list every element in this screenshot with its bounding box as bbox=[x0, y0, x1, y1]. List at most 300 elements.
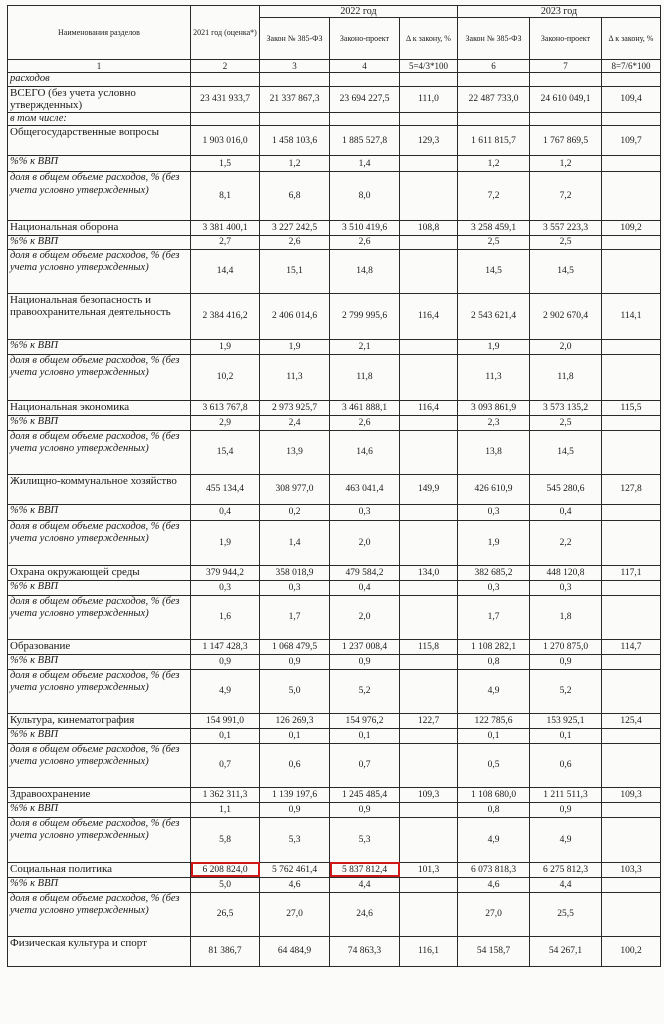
value-cell: 115,8 bbox=[400, 639, 458, 654]
value-cell: 109,4 bbox=[602, 86, 661, 112]
value-cell: 0,1 bbox=[191, 728, 260, 743]
value-cell: 1,9 bbox=[260, 339, 330, 354]
value-cell: 2,0 bbox=[530, 339, 602, 354]
value-cell bbox=[400, 339, 458, 354]
value-cell: 109,3 bbox=[400, 787, 458, 802]
value-cell: 2,0 bbox=[330, 520, 400, 565]
value-cell: 14,4 bbox=[191, 249, 260, 293]
value-cell: 115,5 bbox=[602, 400, 661, 415]
value-cell: 0,9 bbox=[330, 802, 400, 817]
value-cell: 122 785,6 bbox=[458, 713, 530, 728]
value-cell: 1 108 680,0 bbox=[458, 787, 530, 802]
value-cell: 23 694 227,5 bbox=[330, 86, 400, 112]
table-row bbox=[8, 415, 661, 430]
table-row bbox=[8, 112, 661, 126]
row-label: Культура, кинематография bbox=[8, 713, 191, 728]
value-cell: 11,8 bbox=[330, 354, 400, 400]
value-cell bbox=[458, 73, 530, 87]
row-label: %% к ВВП bbox=[8, 504, 191, 520]
value-cell bbox=[602, 430, 661, 474]
value-cell: 127,8 bbox=[602, 474, 661, 504]
value-cell: 11,8 bbox=[530, 354, 602, 400]
value-cell: 0,9 bbox=[330, 654, 400, 669]
row-label: Общегосударственные вопросы bbox=[8, 126, 191, 156]
value-cell: 103,3 bbox=[602, 862, 661, 877]
value-cell: 3 381 400,1 bbox=[191, 221, 260, 236]
value-cell: 2,7 bbox=[191, 236, 260, 250]
value-cell: 0,7 bbox=[191, 743, 260, 787]
value-cell: 3 510 419,6 bbox=[330, 221, 400, 236]
value-cell bbox=[602, 172, 661, 221]
row-label: в том числе: bbox=[8, 112, 191, 126]
value-cell: 0,3 bbox=[191, 580, 260, 595]
table-row bbox=[8, 354, 661, 400]
value-cell: 1 068 479,5 bbox=[260, 639, 330, 654]
value-cell: 1,2 bbox=[458, 156, 530, 172]
table-row bbox=[8, 669, 661, 713]
value-cell: 3 613 767,8 bbox=[191, 400, 260, 415]
value-cell: 11,3 bbox=[260, 354, 330, 400]
value-cell bbox=[602, 249, 661, 293]
value-cell: 0,3 bbox=[530, 580, 602, 595]
value-cell: 0,4 bbox=[191, 504, 260, 520]
row-label: доля в общем объеме расходов, % (без учета условно утвержденных) bbox=[8, 430, 191, 474]
value-cell: 1,7 bbox=[260, 595, 330, 639]
value-cell: 108,8 bbox=[400, 221, 458, 236]
value-cell bbox=[400, 156, 458, 172]
index-row bbox=[8, 60, 661, 73]
value-cell: 2 384 416,2 bbox=[191, 293, 260, 339]
value-cell bbox=[400, 817, 458, 862]
value-cell bbox=[400, 728, 458, 743]
value-cell: 0,3 bbox=[330, 504, 400, 520]
row-label: %% к ВВП bbox=[8, 877, 191, 892]
table-row bbox=[8, 802, 661, 817]
table-row bbox=[8, 639, 661, 654]
index-cell: 7 bbox=[530, 60, 602, 73]
value-cell: 2,5 bbox=[458, 236, 530, 250]
value-cell: 0,4 bbox=[530, 504, 602, 520]
value-cell: 1,1 bbox=[191, 802, 260, 817]
value-cell: 6 275 812,3 bbox=[530, 862, 602, 877]
row-label: доля в общем объеме расходов, % (без учета условно утвержденных) bbox=[8, 520, 191, 565]
value-cell: 74 863,3 bbox=[330, 936, 400, 966]
row-label: Физическая культура и спорт bbox=[8, 936, 191, 966]
value-cell: 111,0 bbox=[400, 86, 458, 112]
value-cell: 125,4 bbox=[602, 713, 661, 728]
value-cell: 382 685,2 bbox=[458, 565, 530, 580]
value-cell bbox=[400, 236, 458, 250]
value-cell: 11,3 bbox=[458, 354, 530, 400]
row-label: %% к ВВП bbox=[8, 156, 191, 172]
row-label: %% к ВВП bbox=[8, 236, 191, 250]
value-cell: 3 461 888,1 bbox=[330, 400, 400, 415]
value-cell: 1,6 bbox=[191, 595, 260, 639]
value-cell: 116,4 bbox=[400, 293, 458, 339]
value-cell: 1 611 815,7 bbox=[458, 126, 530, 156]
value-cell: 0,8 bbox=[458, 654, 530, 669]
table-row bbox=[8, 249, 661, 293]
value-cell bbox=[602, 654, 661, 669]
value-cell: 0,1 bbox=[330, 728, 400, 743]
row-label: Охрана окружающей среды bbox=[8, 565, 191, 580]
row-label: доля в общем объеме расходов, % (без учета условно утвержденных) bbox=[8, 595, 191, 639]
value-cell: 5,2 bbox=[330, 669, 400, 713]
value-cell bbox=[400, 520, 458, 565]
value-cell bbox=[530, 112, 602, 126]
value-cell bbox=[400, 73, 458, 87]
row-label: доля в общем объеме расходов, % (без учета условно утвержденных) bbox=[8, 249, 191, 293]
value-cell: 1 903 016,0 bbox=[191, 126, 260, 156]
value-cell: 1 767 869,5 bbox=[530, 126, 602, 156]
index-cell: 2 bbox=[191, 60, 260, 73]
value-cell bbox=[260, 73, 330, 87]
row-label: %% к ВВП bbox=[8, 654, 191, 669]
value-cell: 114,1 bbox=[602, 293, 661, 339]
value-cell: 1 885 527,8 bbox=[330, 126, 400, 156]
value-cell: 0,9 bbox=[260, 654, 330, 669]
table-row bbox=[8, 743, 661, 787]
value-cell: 4,9 bbox=[458, 669, 530, 713]
value-cell: 308 977,0 bbox=[260, 474, 330, 504]
value-cell: 101,3 bbox=[400, 862, 458, 877]
table-row bbox=[8, 221, 661, 236]
value-cell: 0,1 bbox=[530, 728, 602, 743]
value-cell: 1,9 bbox=[458, 339, 530, 354]
table-row bbox=[8, 474, 661, 504]
value-cell: 0,1 bbox=[260, 728, 330, 743]
value-cell: 109,3 bbox=[602, 787, 661, 802]
value-cell: 2,6 bbox=[330, 236, 400, 250]
value-cell bbox=[400, 415, 458, 430]
value-cell: 2,0 bbox=[330, 595, 400, 639]
value-cell: 23 431 933,7 bbox=[191, 86, 260, 112]
value-cell: 5,3 bbox=[330, 817, 400, 862]
value-cell: 0,8 bbox=[458, 802, 530, 817]
value-cell: 2,4 bbox=[260, 415, 330, 430]
value-cell bbox=[191, 112, 260, 126]
value-cell: 4,9 bbox=[530, 817, 602, 862]
value-cell bbox=[602, 817, 661, 862]
row-label: Национальная безопасность и правоохранительная деятельность bbox=[8, 293, 191, 339]
row-label: Национальная оборона bbox=[8, 221, 191, 236]
value-cell bbox=[602, 728, 661, 743]
value-cell: 24,6 bbox=[330, 892, 400, 936]
value-cell: 1,4 bbox=[330, 156, 400, 172]
value-cell: 116,4 bbox=[400, 400, 458, 415]
value-cell: 1 245 485,4 bbox=[330, 787, 400, 802]
value-cell: 0,3 bbox=[458, 504, 530, 520]
value-cell bbox=[400, 595, 458, 639]
value-cell: 27,0 bbox=[458, 892, 530, 936]
value-cell: 5 762 461,4 bbox=[260, 862, 330, 877]
header-delta-2022: Δ к закону, % bbox=[400, 18, 458, 60]
value-cell: 0,3 bbox=[260, 580, 330, 595]
value-cell: 100,2 bbox=[602, 936, 661, 966]
row-label: %% к ВВП bbox=[8, 415, 191, 430]
value-cell: 149,9 bbox=[400, 474, 458, 504]
value-cell: 2,5 bbox=[530, 415, 602, 430]
value-cell: 2,9 bbox=[191, 415, 260, 430]
table-row bbox=[8, 73, 661, 87]
table-row bbox=[8, 580, 661, 595]
value-cell bbox=[602, 156, 661, 172]
value-cell: 1,9 bbox=[458, 520, 530, 565]
value-cell: 0,1 bbox=[458, 728, 530, 743]
value-cell bbox=[400, 112, 458, 126]
index-cell: 4 bbox=[330, 60, 400, 73]
value-cell: 4,4 bbox=[330, 877, 400, 892]
value-cell: 4,9 bbox=[191, 669, 260, 713]
value-cell: 1 139 197,6 bbox=[260, 787, 330, 802]
row-label: Социальная политика bbox=[8, 862, 191, 877]
index-cell: 1 bbox=[8, 60, 191, 73]
value-cell: 1,5 bbox=[191, 156, 260, 172]
table-row bbox=[8, 86, 661, 112]
value-cell bbox=[602, 580, 661, 595]
value-cell bbox=[400, 802, 458, 817]
header-law-2022: Закон № 385-ФЗ bbox=[260, 18, 330, 60]
value-cell: 0,9 bbox=[260, 802, 330, 817]
highlighted-value-cell: 5 837 812,4 bbox=[330, 862, 400, 877]
value-cell: 2 406 014,6 bbox=[260, 293, 330, 339]
table-row bbox=[8, 339, 661, 354]
value-cell: 0,6 bbox=[260, 743, 330, 787]
value-cell: 2 799 995,6 bbox=[330, 293, 400, 339]
table-row bbox=[8, 862, 661, 877]
row-label: доля в общем объеме расходов, % (без учета условно утвержденных) bbox=[8, 172, 191, 221]
value-cell bbox=[602, 112, 661, 126]
table-row bbox=[8, 400, 661, 415]
value-cell: 134,0 bbox=[400, 565, 458, 580]
value-cell bbox=[400, 354, 458, 400]
value-cell bbox=[602, 339, 661, 354]
table-row bbox=[8, 787, 661, 802]
value-cell: 14,5 bbox=[530, 249, 602, 293]
header-law-2023: Закон № 385-ФЗ bbox=[458, 18, 530, 60]
value-cell: 1,7 bbox=[458, 595, 530, 639]
table-row bbox=[8, 817, 661, 862]
row-label: доля в общем объеме расходов, % (без учета условно утвержденных) bbox=[8, 669, 191, 713]
value-cell: 5,0 bbox=[260, 669, 330, 713]
value-cell bbox=[602, 354, 661, 400]
table-row bbox=[8, 172, 661, 221]
value-cell bbox=[400, 743, 458, 787]
value-cell: 5,0 bbox=[191, 877, 260, 892]
row-label: %% к ВВП bbox=[8, 580, 191, 595]
value-cell: 1 108 282,1 bbox=[458, 639, 530, 654]
value-cell: 2,6 bbox=[330, 415, 400, 430]
value-cell: 15,1 bbox=[260, 249, 330, 293]
row-label: %% к ВВП bbox=[8, 339, 191, 354]
value-cell bbox=[458, 112, 530, 126]
value-cell: 10,2 bbox=[191, 354, 260, 400]
table-row bbox=[8, 430, 661, 474]
value-cell: 129,3 bbox=[400, 126, 458, 156]
header-year-2023: 2023 год bbox=[458, 6, 661, 18]
value-cell bbox=[400, 430, 458, 474]
value-cell: 0,9 bbox=[191, 654, 260, 669]
value-cell: 5,8 bbox=[191, 817, 260, 862]
table-row bbox=[8, 520, 661, 565]
value-cell bbox=[330, 73, 400, 87]
value-cell: 1 237 008,4 bbox=[330, 639, 400, 654]
value-cell: 0,9 bbox=[530, 654, 602, 669]
index-cell: 3 bbox=[260, 60, 330, 73]
value-cell: 0,6 bbox=[530, 743, 602, 787]
value-cell: 154 991,0 bbox=[191, 713, 260, 728]
header-col-2021: 2021 год (оценка*) bbox=[191, 6, 260, 60]
header-project-2022: Законо-проект bbox=[330, 18, 400, 60]
value-cell bbox=[400, 877, 458, 892]
value-cell bbox=[602, 877, 661, 892]
table-row bbox=[8, 728, 661, 743]
value-cell: 0,9 bbox=[530, 802, 602, 817]
value-cell: 117,1 bbox=[602, 565, 661, 580]
value-cell: 1,4 bbox=[260, 520, 330, 565]
value-cell: 54 158,7 bbox=[458, 936, 530, 966]
value-cell bbox=[602, 743, 661, 787]
value-cell: 13,8 bbox=[458, 430, 530, 474]
value-cell: 5,3 bbox=[260, 817, 330, 862]
value-cell bbox=[260, 112, 330, 126]
value-cell: 126 269,3 bbox=[260, 713, 330, 728]
value-cell bbox=[400, 892, 458, 936]
value-cell: 14,5 bbox=[530, 430, 602, 474]
table-row bbox=[8, 595, 661, 639]
header-year-2022: 2022 год bbox=[260, 6, 458, 18]
value-cell: 4,6 bbox=[260, 877, 330, 892]
value-cell: 455 134,4 bbox=[191, 474, 260, 504]
value-cell: 14,5 bbox=[458, 249, 530, 293]
value-cell bbox=[602, 892, 661, 936]
value-cell: 1,8 bbox=[530, 595, 602, 639]
value-cell: 2 543 621,4 bbox=[458, 293, 530, 339]
value-cell: 15,4 bbox=[191, 430, 260, 474]
value-cell: 1,9 bbox=[191, 339, 260, 354]
value-cell bbox=[400, 172, 458, 221]
row-label: Здравоохранение bbox=[8, 787, 191, 802]
value-cell: 4,9 bbox=[458, 817, 530, 862]
row-label: Национальная экономика bbox=[8, 400, 191, 415]
table-row bbox=[8, 892, 661, 936]
value-cell: 358 018,9 bbox=[260, 565, 330, 580]
row-label: расходов bbox=[8, 73, 191, 87]
value-cell: 1 147 428,3 bbox=[191, 639, 260, 654]
value-cell: 1 458 103,6 bbox=[260, 126, 330, 156]
value-cell bbox=[602, 669, 661, 713]
value-cell: 8,1 bbox=[191, 172, 260, 221]
value-cell: 2,6 bbox=[260, 236, 330, 250]
value-cell: 3 258 459,1 bbox=[458, 221, 530, 236]
value-cell: 0,2 bbox=[260, 504, 330, 520]
value-cell bbox=[330, 112, 400, 126]
value-cell: 0,7 bbox=[330, 743, 400, 787]
value-cell: 6 073 818,3 bbox=[458, 862, 530, 877]
value-cell: 426 610,9 bbox=[458, 474, 530, 504]
value-cell: 1 362 311,3 bbox=[191, 787, 260, 802]
table-row bbox=[8, 877, 661, 892]
value-cell: 5,2 bbox=[530, 669, 602, 713]
row-label: Образование bbox=[8, 639, 191, 654]
row-label: Жилищно-коммунальное хозяйство bbox=[8, 474, 191, 504]
header-delta-2023: Δ к закону, % bbox=[602, 18, 661, 60]
row-label: доля в общем объеме расходов, % (без учета условно утвержденных) bbox=[8, 354, 191, 400]
index-cell: 8=7/6*100 bbox=[602, 60, 661, 73]
table-body bbox=[8, 73, 661, 967]
value-cell: 26,5 bbox=[191, 892, 260, 936]
value-cell: 116,1 bbox=[400, 936, 458, 966]
index-cell: 5=4/3*100 bbox=[400, 60, 458, 73]
value-cell: 6,8 bbox=[260, 172, 330, 221]
value-cell bbox=[400, 654, 458, 669]
value-cell: 448 120,8 bbox=[530, 565, 602, 580]
value-cell: 25,5 bbox=[530, 892, 602, 936]
value-cell: 7,2 bbox=[530, 172, 602, 221]
value-cell: 3 227 242,5 bbox=[260, 221, 330, 236]
value-cell: 64 484,9 bbox=[260, 936, 330, 966]
table-row bbox=[8, 156, 661, 172]
value-cell: 153 925,1 bbox=[530, 713, 602, 728]
value-cell bbox=[602, 236, 661, 250]
value-cell bbox=[400, 504, 458, 520]
value-cell bbox=[602, 520, 661, 565]
value-cell: 379 944,2 bbox=[191, 565, 260, 580]
value-cell: 0,3 bbox=[458, 580, 530, 595]
table-row bbox=[8, 126, 661, 156]
value-cell: 0,4 bbox=[330, 580, 400, 595]
value-cell: 27,0 bbox=[260, 892, 330, 936]
value-cell: 4,6 bbox=[458, 877, 530, 892]
value-cell bbox=[400, 669, 458, 713]
value-cell: 54 267,1 bbox=[530, 936, 602, 966]
value-cell: 545 280,6 bbox=[530, 474, 602, 504]
table-row bbox=[8, 236, 661, 250]
value-cell: 479 584,2 bbox=[330, 565, 400, 580]
table-header bbox=[8, 6, 661, 73]
value-cell: 7,2 bbox=[458, 172, 530, 221]
value-cell bbox=[602, 802, 661, 817]
value-cell: 1 211 511,3 bbox=[530, 787, 602, 802]
value-cell: 24 610 049,1 bbox=[530, 86, 602, 112]
index-cell: 6 bbox=[458, 60, 530, 73]
table-row bbox=[8, 293, 661, 339]
row-label: доля в общем объеме расходов, % (без учета условно утвержденных) bbox=[8, 743, 191, 787]
row-label: доля в общем объеме расходов, % (без учета условно утвержденных) bbox=[8, 892, 191, 936]
value-cell: 2 973 925,7 bbox=[260, 400, 330, 415]
value-cell: 154 976,2 bbox=[330, 713, 400, 728]
value-cell: 2 902 670,4 bbox=[530, 293, 602, 339]
value-cell: 3 573 135,2 bbox=[530, 400, 602, 415]
value-cell bbox=[602, 415, 661, 430]
table-row bbox=[8, 936, 661, 966]
value-cell: 1,9 bbox=[191, 520, 260, 565]
value-cell: 14,6 bbox=[330, 430, 400, 474]
table-row bbox=[8, 654, 661, 669]
budget-table bbox=[7, 5, 661, 967]
value-cell: 122,7 bbox=[400, 713, 458, 728]
highlighted-value-cell: 6 208 824,0 bbox=[191, 862, 260, 877]
value-cell: 21 337 867,3 bbox=[260, 86, 330, 112]
table-row bbox=[8, 504, 661, 520]
value-cell: 0,5 bbox=[458, 743, 530, 787]
value-cell: 1,2 bbox=[260, 156, 330, 172]
header-col-name: Наименования разделов bbox=[8, 6, 191, 60]
value-cell: 1,2 bbox=[530, 156, 602, 172]
value-cell: 463 041,4 bbox=[330, 474, 400, 504]
value-cell: 13,9 bbox=[260, 430, 330, 474]
row-label: доля в общем объеме расходов, % (без учета условно утвержденных) bbox=[8, 817, 191, 862]
